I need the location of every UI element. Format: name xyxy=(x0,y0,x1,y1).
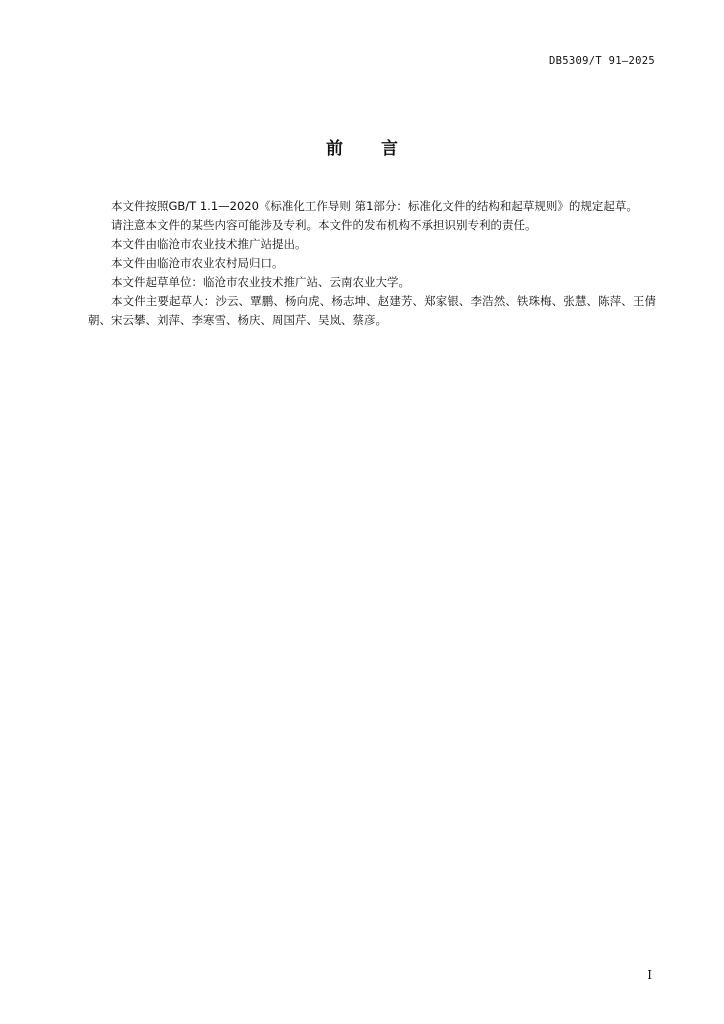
page-title xyxy=(0,134,724,159)
document-number: DB5309/T 91—2025 xyxy=(549,55,655,67)
paragraph-proposer: 本文件由临沧市农业技术推广站提出。 xyxy=(111,237,307,251)
paragraph-administrator: 本文件由临沧市农业农村局归口。 xyxy=(111,256,284,270)
paragraph-drafters: 本文件主要起草人：沙云、覃鹏、杨向虎、杨志坤、赵建芳、郑家银、李浩然、铁珠梅、张慧、陈萍、王倩朝、宋云攀、刘萍、李寒雪、杨庆、周国芹、吴岚、蔡彦。 xyxy=(88,294,656,327)
title-char-2: 言 xyxy=(381,139,398,159)
page-number: I xyxy=(647,968,652,982)
paragraph-drafting-rules: 本文件按照GB/T 1.1—2020《标准化工作导则 第1部分：标准化文件的结构和起草规则》的规定起草。 xyxy=(111,199,638,213)
title-char-1: 前 xyxy=(326,139,343,159)
paragraph-drafting-units: 本文件起草单位：临沧市农业技术推广站、云南农业大学。 xyxy=(111,275,410,289)
foreword-body xyxy=(88,197,656,330)
paragraph-patent-notice: 请注意本文件的某些内容可能涉及专利。本文件的发布机构不承担识别专利的责任。 xyxy=(111,218,537,232)
